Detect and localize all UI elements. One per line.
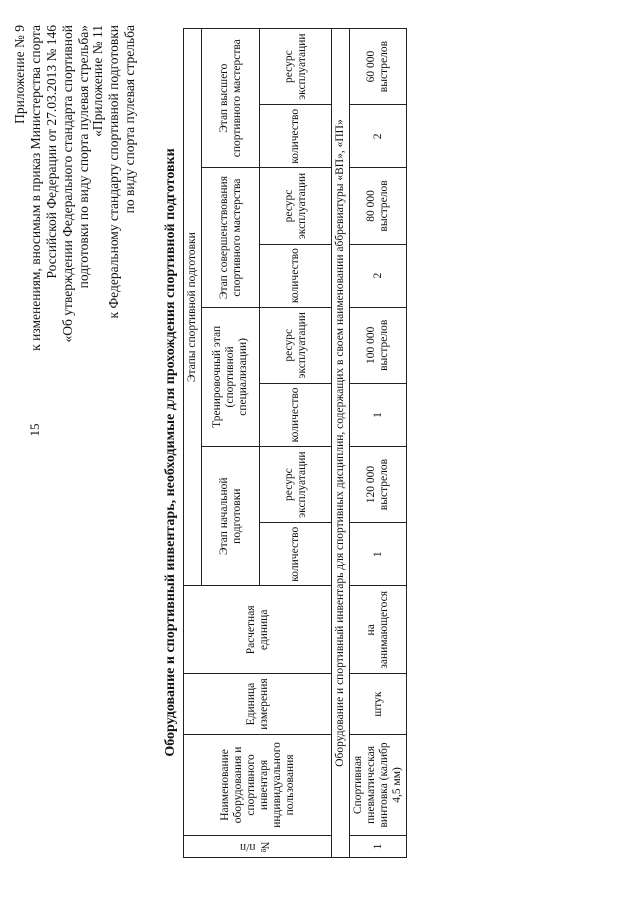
row-value: 120 000 выстрелов: [350, 447, 407, 523]
appendix2-line: к Федеральному стандарту спортивной подготовки: [106, 25, 121, 319]
header-unit: Единица измерения: [184, 674, 332, 734]
appendix2-line: «Приложение № 11: [90, 25, 105, 137]
header-quantity: количество: [260, 105, 332, 168]
appendix2-line: по виду спорта пулевая стрельба: [122, 25, 137, 214]
header-calc-unit: Расчетная единица: [184, 586, 332, 674]
row-name: Спортивная пневматическая винтовка (калибр 4,5 мм): [350, 734, 407, 835]
header-resource: ресурс эксплуатации: [260, 307, 332, 383]
header-stages: Этапы спортивной подготовки: [184, 29, 202, 586]
appendix-line: Приложение № 9: [12, 25, 27, 124]
header-quantity: количество: [260, 523, 332, 586]
row-unit: штук: [350, 674, 407, 734]
header-stage: Этап совершенствования спортивного мастерства: [202, 168, 260, 307]
appendix-line: «Об утверждении Федерального стандарта спортивной: [60, 25, 75, 343]
row-calc-unit: на занимающегося: [350, 586, 407, 674]
header-stage: Этап начальной подготовки: [202, 447, 260, 586]
row-value: 1: [350, 523, 407, 586]
header-resource: ресурс эксплуатации: [260, 168, 332, 244]
row-value: 2: [350, 105, 407, 168]
appendix2-block: [90, 25, 138, 625]
appendix-line: к изменениям, вносимым в приказ Министерства спорта: [28, 25, 43, 351]
row-value: 2: [350, 244, 407, 307]
row-value: 1: [350, 383, 407, 446]
header-name: Наименование оборудования и спортивного инвентаря индивидуального пользования: [184, 734, 332, 835]
header-num: № п/п: [184, 836, 332, 858]
appendix-line: Российской Федерации от 27.03.2013 № 146: [44, 25, 59, 279]
equipment-table: [183, 28, 407, 858]
appendix-line: подготовки по виду спорта пулевая стрельба»: [76, 25, 91, 289]
page-number: 15: [27, 423, 42, 437]
row-value: 60 000 выстрелов: [350, 29, 407, 105]
header-stage: Тренировочный этап (спортивной специализации): [202, 307, 260, 446]
row-value: 80 000 выстрелов: [350, 168, 407, 244]
section-title: Оборудование и спортивный инвентарь для спортивных дисциплин, содержащих в своем наименовании аббревиатуры «ВП», «ПП»: [332, 29, 350, 858]
document-title: Оборудование и спортивный инвентарь, необходимые для прохождения спортивной подготовки: [163, 148, 178, 757]
header-stage: Этап высшего спортивного мастерства: [202, 29, 260, 168]
row-num: 1: [350, 836, 407, 858]
table-row: [350, 29, 407, 858]
header-quantity: количество: [260, 383, 332, 446]
appendix-block: [12, 25, 92, 625]
header-resource: ресурс эксплуатации: [260, 29, 332, 105]
row-value: 100 000 выстрелов: [350, 307, 407, 383]
header-quantity: количество: [260, 244, 332, 307]
header-resource: ресурс эксплуатации: [260, 447, 332, 523]
